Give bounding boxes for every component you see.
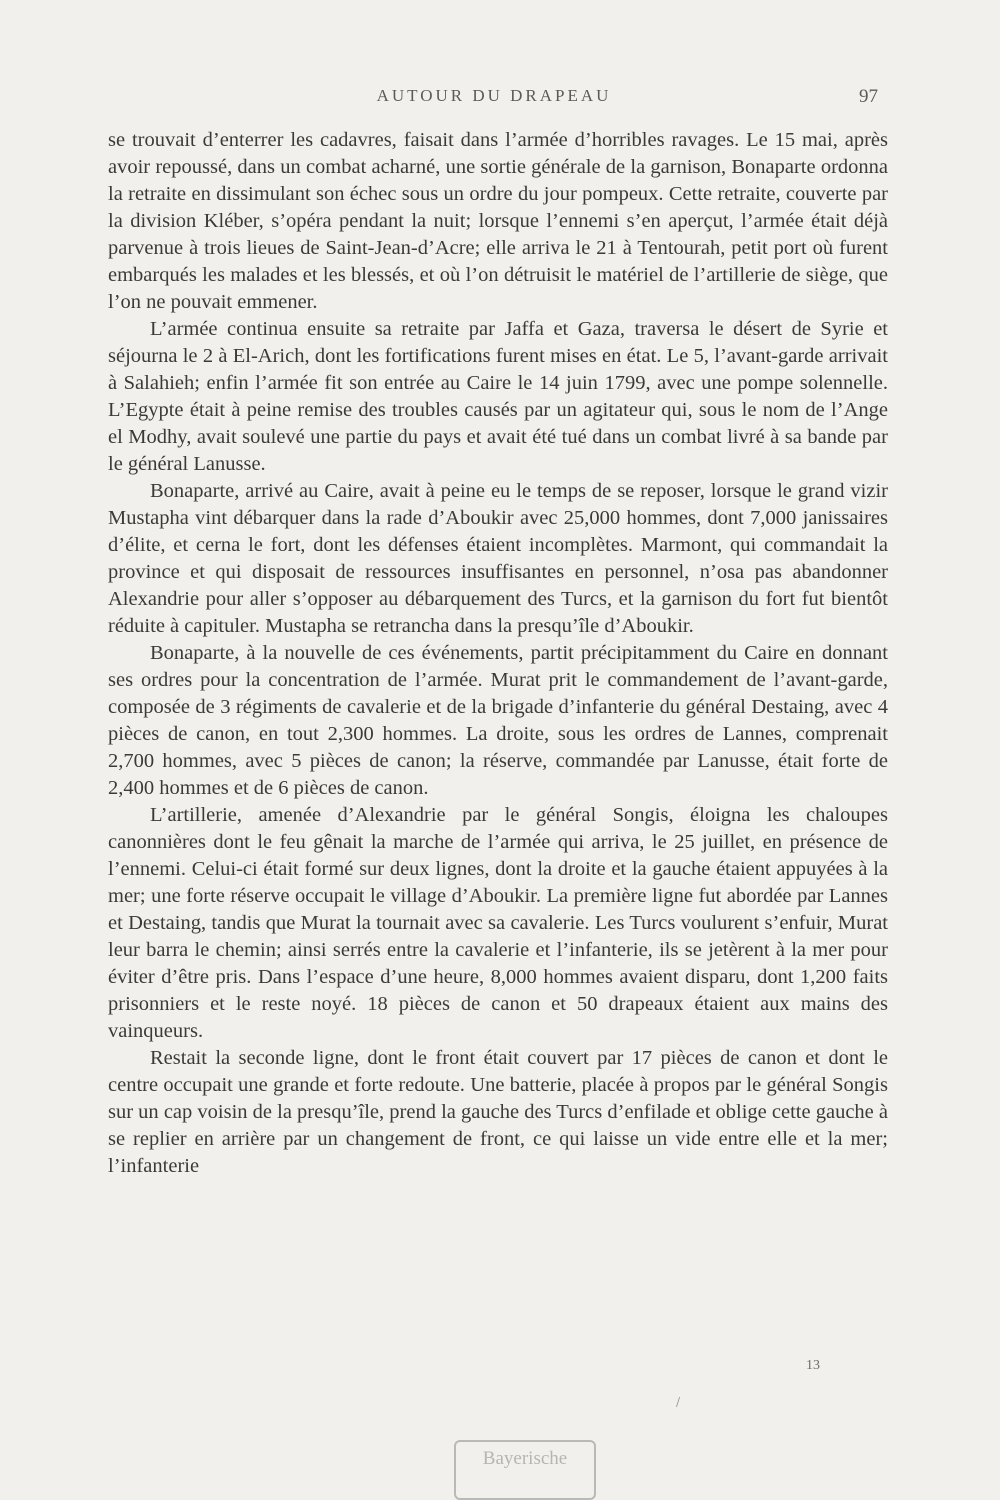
library-stamp: Bayerische <box>454 1440 596 1500</box>
paragraph-4: Bonaparte, à la nouvelle de ces événements, partit précipitamment du Caire en donnant ses ordres pour la concentration de l’armée. Murat prit le commandement de l’avant-garde, composée de 3 régiments de cavalerie et de la brigade d’infanterie du général Destaing, avec 4 pièces de canon, en tout 2,300 hommes. La droite, sous les ordres de Lannes, comprenait 2,700 hommes, avec 5 pièces de canon; la réserve, commandée par Lanusse, était forte de 2,400 hommes et de 6 pièces de canon. <box>108 642 888 799</box>
body-text <box>108 127 888 1180</box>
stray-mark: / <box>676 1395 681 1409</box>
paragraph-1: se trouvait d’enterrer les cadavres, faisait dans l’armée d’horribles ravages. Le 15 mai, après avoir repoussé, dans un combat acharné, une sortie générale de la garnison, Bonaparte ordonna la retraite en dissimulant son échec sous un ordre du jour pompeux. Cette retraite, couverte par la division Kléber, s’opéra pendant la nuit; lorsque l’ennemi s’en aperçut, l’armée était déjà parvenue à trois lieues de Saint-Jean-d’Acre; elle arriva le 21 à Tentourah, petit port où furent embarqués les malades et les blessés, et où l’on détruisit le matériel de l’artillerie de siège, que l’on ne pouvait emmener. <box>108 129 888 313</box>
signature-mark: 13 <box>806 1358 820 1373</box>
paragraph-2: L’armée continua ensuite sa retraite par Jaffa et Gaza, traversa le désert de Syrie et séjourna le 2 à El-Arich, dont les fortifications furent mises en état. Le 5, l’avant-garde arrivait à Salahieh; enfin l’armée fit son entrée au Caire le 14 juin 1799, avec une pompe solennelle. L’Egypte était à peine remise des troubles causés par un agitateur qui, sous le nom de l’Ange el Modhy, avait soulevé une partie du pays et avait été tué dans un combat livré à sa bande par le général Lanusse. <box>108 318 888 475</box>
paragraph-3: Bonaparte, arrivé au Caire, avait à peine eu le temps de se reposer, lorsque le grand vizir Mustapha vint débarquer dans la rade d’Aboukir avec 25,000 hommes, dont 7,000 janissaires d’élite, et cerna le fort, dont les défenses étaient incomplètes. Marmont, qui commandait la province et qui disposait de ressources insuffisantes en personnel, n’osa pas abandonner Alexandrie pour aller s’opposer au débarquement des Turcs, et la garnison du fort fut bientôt réduite à capituler. Mustapha se retrancha dans la presqu’île d’Aboukir. <box>108 480 888 637</box>
paragraph-6: Restait la seconde ligne, dont le front était couvert par 17 pièces de canon et dont le centre occupait une grande et forte redoute. Une batterie, placée à propos par le général Songis sur un cap voisin de la presqu’île, prend la gauche des Turcs d’enfilade et oblige cette gauche à se replier en arrière par un changement de front, ce qui laisse un vide entre elle et la mer; l’infanterie <box>108 1047 888 1177</box>
page-header <box>108 86 880 112</box>
running-title: AUTOUR DU DRAPEAU <box>376 86 612 105</box>
page-number: 97 <box>859 86 878 107</box>
paragraph-5: L’artillerie, amenée d’Alexandrie par le général Songis, éloigna les chaloupes canonnières dont le feu gênait la marche de l’armée qui arriva, le 25 juillet, en présence de l’ennemi. Celui-ci était formé sur deux lignes, dont la droite et la gauche étaient appuyées à la mer; une forte réserve occupait le village d’Aboukir. La première ligne fut abordée par Lannes et Destaing, tandis que Murat la tournait avec sa cavalerie. Les Turcs voulurent s’enfuir, Murat leur barra le chemin; ainsi serrés entre la cavalerie et l’infanterie, ils se jetèrent à la mer pour éviter d’être pris. Dans l’espace d’une heure, 8,000 hommes avaient disparu, dont 1,200 faits prisonniers et le reste noyé. 18 pièces de canon et 50 drapeaux étaient aux mains des vainqueurs. <box>108 804 888 1042</box>
